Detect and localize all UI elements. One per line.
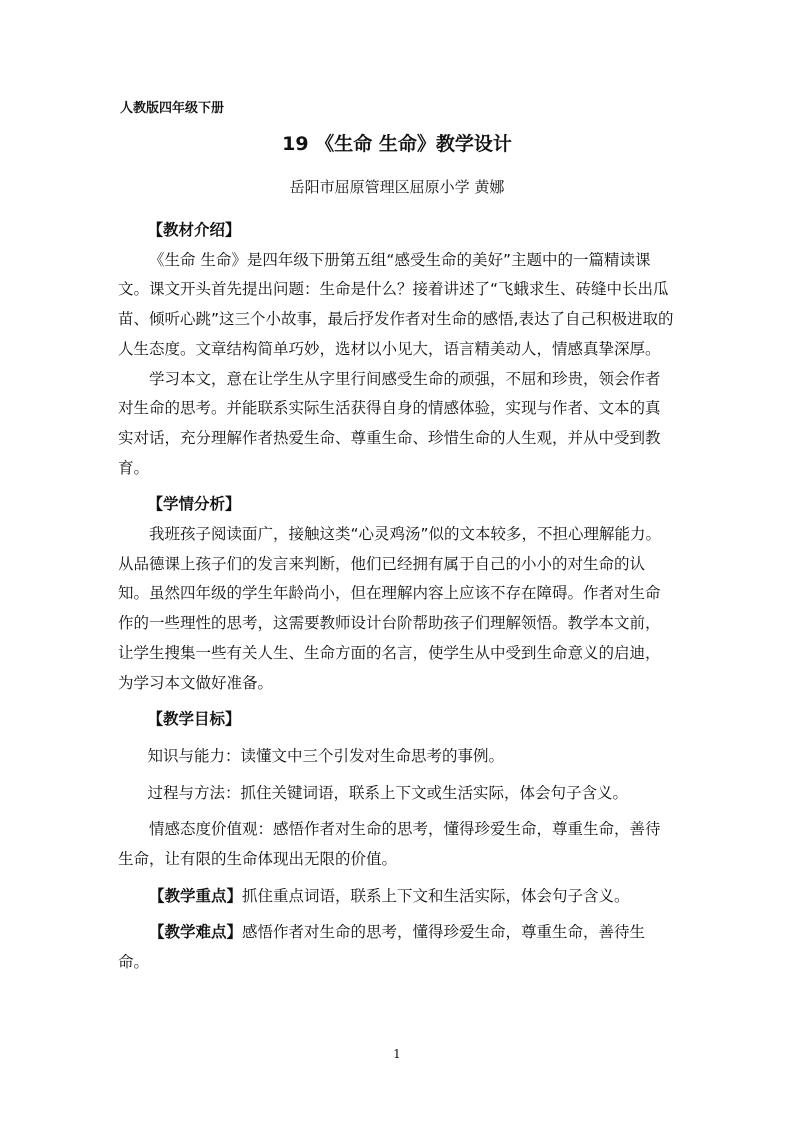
difficulty-text: 感悟作者对生命的思考，懂得珍爱生命，尊重生命，善待生命。	[118, 923, 646, 972]
author-line: 岳阳市屈原管理区屈原小学 黄娜	[289, 178, 505, 196]
textbook-paragraph-2: 学习本文，意在让学生从字里行间感受生命的顽强，不屈和珍贵，领会作者对生命的思考。并能联系实际生活获得自身的情感体验，实现与作者、文本的真实对话，充分理解作者热爱生命、尊重生命、珍惜生命的人生观，并从中受到教育。	[118, 369, 661, 477]
analysis-paragraph: 我班孩子阅读面广，接触这类“心灵鸡汤”似的文本较多，不担心理解能力。从品德课上孩子们的发言来判断，他们已经拥有属于自己的小小的对生命的认知。虽然四年级的学生年龄尚小，但在理解内容上应该不存在障碍。作者对生命作的一些理性的思考，这需要教师设计台阶帮助孩子们理解领悟。教学本文前，让学生搜集一些有关人生、生命方面的名言，使学生从中受到生命意义的启迪，为学习本文做好准备。	[118, 525, 662, 692]
document-title: 19 《生命 生命》教学设计	[282, 133, 512, 155]
goal-process: 过程与方法：抓住关键词语，联系上下文或生活实际，体会句子含义。	[147, 783, 628, 802]
key-point-label: 【教学重点】	[149, 886, 243, 905]
difficulty-paragraph	[118, 918, 674, 977]
key-point-text: 抓住重点词语，联系上下文和生活实际，体会句子含义。	[242, 886, 630, 905]
textbook-paragraph-1: 《生命 生命》是四年级下册第五组“感受生命的美好”主题中的一篇精读课文。课文开头首先提出问题：生命是什么？接着讲述了“飞蛾求生、砖缝中长出瓜苗、倾听心跳”这三个小故事，最后抒发作者对生命的感悟,表达了自己积极进取的人生态度。文章结构简单巧妙，选材以小见大，语言精美动人，情感真挚深厚。	[118, 250, 674, 358]
goal-emotion: 情感态度价值观：感悟作者对生命的思考，懂得珍爱生命，尊重生命，善待生命，让有限的生命体现出无限的价值。	[118, 820, 661, 869]
page-number: 1	[393, 1047, 401, 1061]
goal-knowledge: 知识与能力：读懂文中三个引发对生命思考的事例。	[147, 746, 504, 765]
key-point-paragraph	[118, 882, 674, 912]
section-heading-textbook: 【教材介绍】	[147, 221, 241, 239]
document-body	[118, 214, 674, 978]
section-heading-goals: 【教学目标】	[147, 710, 241, 729]
edition-label: 人教版四年级下册	[120, 101, 225, 116]
difficulty-label: 【教学难点】	[149, 923, 243, 942]
section-heading-analysis: 【学情分析】	[147, 495, 241, 514]
